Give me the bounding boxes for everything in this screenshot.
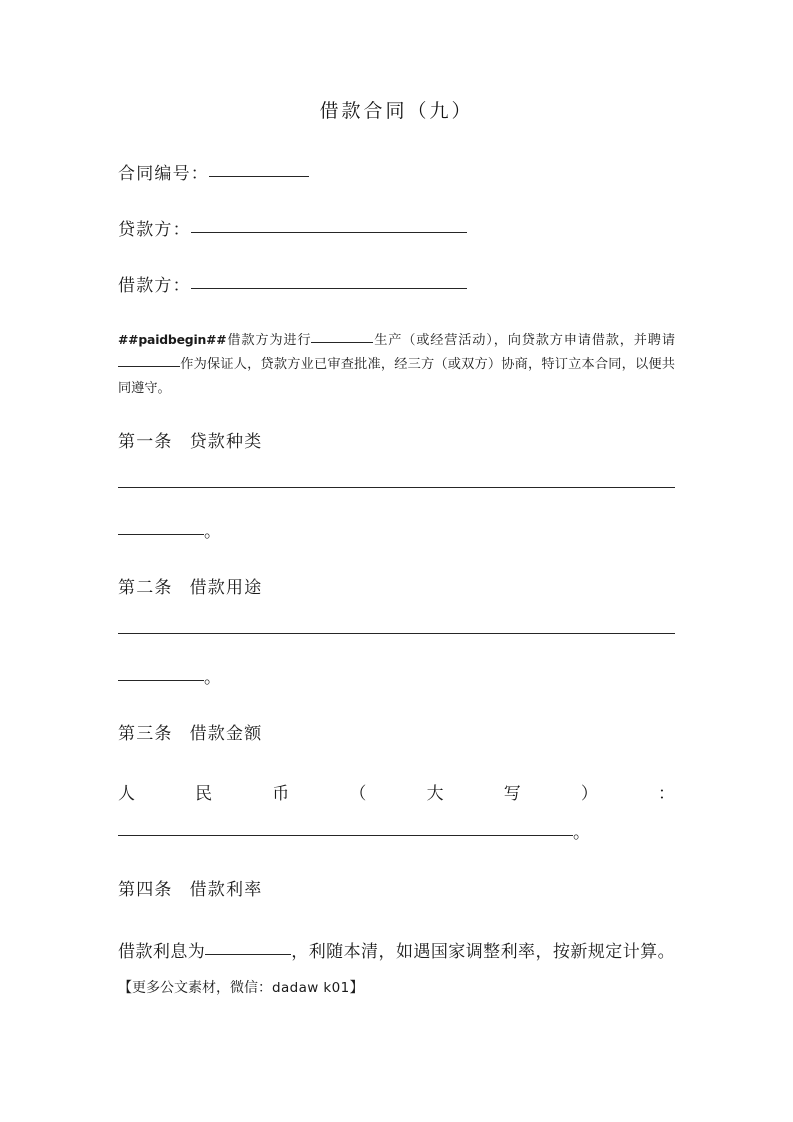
field-contract-number xyxy=(118,160,675,189)
interest-text-1: 借款利息为 xyxy=(118,942,206,962)
blank-production-type[interactable] xyxy=(311,331,373,343)
amount-char-6: ） xyxy=(580,784,598,804)
blank-rule-loan-type-line2 xyxy=(118,519,675,545)
promo-open-bracket: 【更多公文素材，微信： xyxy=(118,980,272,996)
amount-char-4: 大 xyxy=(426,784,444,804)
intro-paragraph xyxy=(118,328,675,401)
field-borrower xyxy=(118,272,675,301)
interest-paragraph xyxy=(118,935,675,1006)
article-name-1: 贷款种类 xyxy=(189,432,263,452)
blank-contract-number[interactable] xyxy=(209,163,309,177)
amount-char-7: ： xyxy=(657,784,675,804)
document-content xyxy=(118,96,675,1006)
intro-text-1: 借款方为进行 xyxy=(226,333,312,348)
page-title: 借款合同（九） xyxy=(319,100,474,122)
period-2: 。 xyxy=(204,668,221,688)
interest-text-2: ，利随本清，如遇国家调整利率，按新规定计算。 xyxy=(291,942,676,962)
amount-currency-line xyxy=(118,779,675,809)
period-1: 。 xyxy=(204,522,221,542)
article-heading-2 xyxy=(118,573,675,603)
period-3: 。 xyxy=(573,823,590,843)
article-number-1: 第一条 xyxy=(118,432,173,452)
article-heading-1 xyxy=(118,427,675,457)
field-label-lender: 贷款方： xyxy=(118,220,191,240)
field-lender xyxy=(118,216,675,245)
promo-wechat-id: dadaw k01 xyxy=(272,980,350,996)
blank-rule-tail-1[interactable] xyxy=(118,522,204,535)
blank-borrower[interactable] xyxy=(191,275,467,289)
blank-lender[interactable] xyxy=(191,219,467,233)
paid-begin-marker: ##paidbegin## xyxy=(118,332,227,347)
article-number-2: 第二条 xyxy=(118,578,173,598)
intro-text-2: 生产（或经营活动），向贷款方申请借款，并聘请 xyxy=(373,333,676,348)
article-heading-3 xyxy=(118,719,675,749)
blank-rule-loan-purpose-line1[interactable] xyxy=(118,633,675,634)
promo-close-bracket: 】 xyxy=(349,980,364,996)
amount-char-3: （ xyxy=(349,784,367,804)
blank-rule-loan-type-line1[interactable] xyxy=(118,487,675,488)
article-number-3: 第三条 xyxy=(118,724,173,744)
amount-char-5: 写 xyxy=(503,784,521,804)
blank-rule-amount xyxy=(118,819,675,847)
blank-rule-loan-purpose-line2 xyxy=(118,665,675,691)
article-heading-4 xyxy=(118,875,675,905)
field-label-contract-number: 合同编号： xyxy=(118,164,209,184)
blank-guarantor[interactable] xyxy=(118,355,180,367)
intro-text-3: 作为保证人，贷款方业已审查批准，经三方（或双方）协商，特订立本合同，以便共同遵守。 xyxy=(118,357,675,396)
blank-interest-rate[interactable] xyxy=(205,941,291,955)
article-name-2: 借款用途 xyxy=(189,578,263,598)
article-number-4: 第四条 xyxy=(118,880,173,900)
blank-amount-value[interactable] xyxy=(118,823,573,836)
amount-char-2: 币 xyxy=(272,784,290,804)
blank-rule-tail-2[interactable] xyxy=(118,668,204,681)
article-name-3: 借款金额 xyxy=(189,724,263,744)
field-label-borrower: 借款方： xyxy=(118,276,191,296)
amount-char-1: 民 xyxy=(195,784,213,804)
amount-char-0: 人 xyxy=(118,784,135,804)
article-name-4: 借款利率 xyxy=(189,880,263,900)
